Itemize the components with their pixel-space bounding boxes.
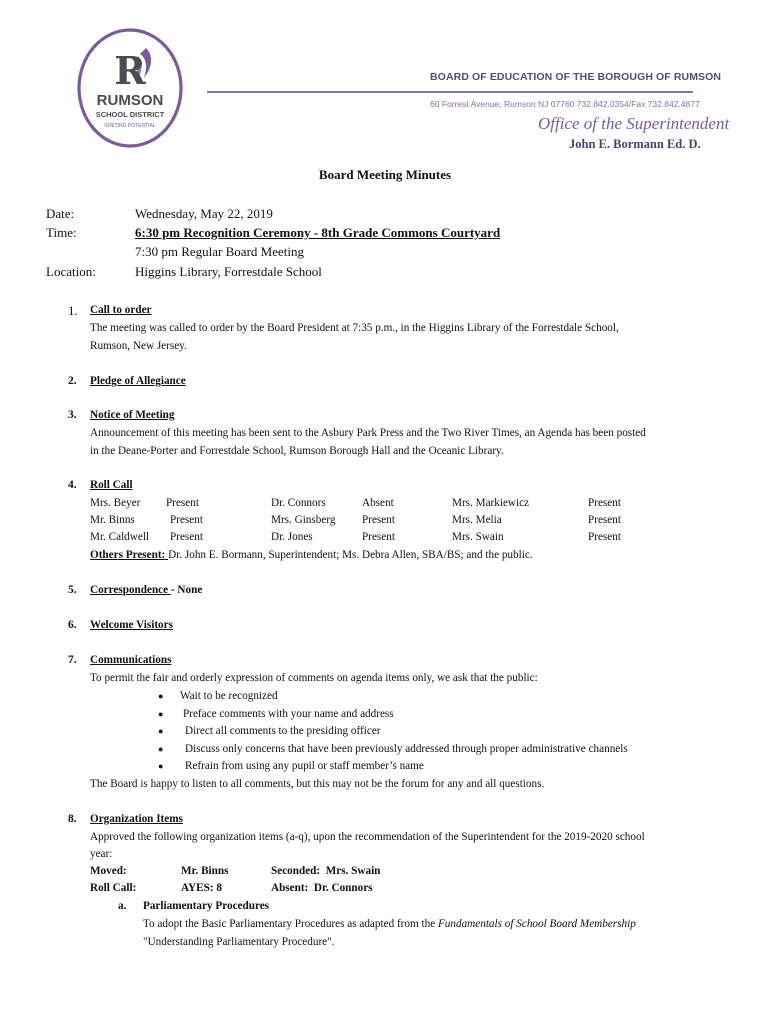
sub-item-letter: a. xyxy=(118,900,127,912)
section-6-heading: Welcome Visitors xyxy=(90,619,173,631)
section-2-number: 2. xyxy=(68,375,77,387)
list-item: Preface comments with your name and address xyxy=(183,708,394,720)
roll-status: Absent xyxy=(362,497,394,509)
sub-item-text-prefix: To adopt the Basic Parliamentary Procedures as adapted from the xyxy=(143,918,438,930)
district-logo xyxy=(76,26,184,150)
roll-name: Dr. Jones xyxy=(271,531,313,543)
header-rule xyxy=(207,91,693,93)
bullet-icon: ● xyxy=(158,726,164,736)
roll-status: Present xyxy=(588,531,621,543)
roll-name: Mrs. Melia xyxy=(452,514,502,526)
others-present-label: Others Present: xyxy=(90,549,169,561)
others-present xyxy=(90,549,533,561)
absent-value: Absent: Dr. Connors xyxy=(271,882,373,894)
moved-value: Mr. Binns xyxy=(181,865,229,877)
section-7-closing: The Board is happy to listen to all comments, but this may not be the forum for any and all questions. xyxy=(90,778,545,790)
list-item: Direct all comments to the presiding officer xyxy=(185,725,381,737)
ayes-value: AYES: 8 xyxy=(181,882,222,894)
section-3-text-line-2: in the Deane-Porter and Forrestdale School, Rumson Borough Hall and the Oceanic Library. xyxy=(90,445,504,457)
rollcall-label: Roll Call: xyxy=(90,882,137,894)
section-3-number: 3. xyxy=(68,409,77,421)
roll-status: Present xyxy=(166,497,199,509)
section-5-number: 5. xyxy=(68,584,77,596)
section-2-heading: Pledge of Allegiance xyxy=(90,375,186,387)
section-8-text-line-1: Approved the following organization items (a-q), upon the recommendation of the Superintendent for the 2019-2020 school xyxy=(90,831,645,843)
section-1-text-line-2: Rumson, New Jersey. xyxy=(90,340,187,352)
sub-item-text-line-2: "Understanding Parliamentary Procedure". xyxy=(143,936,335,948)
date-label: Date: xyxy=(46,206,75,221)
roll-name: Mrs. Beyer xyxy=(90,497,141,509)
roll-name: Mrs. Markiewicz xyxy=(452,497,530,509)
location-label: Location: xyxy=(46,264,96,279)
roll-status: Present xyxy=(362,514,395,526)
bullet-icon: ● xyxy=(158,761,164,771)
roll-status: Present xyxy=(170,514,203,526)
time-label: Time: xyxy=(46,225,77,240)
logo-tagline: IGNITING POTENTIAL xyxy=(104,123,156,129)
section-1-number: 1. xyxy=(68,303,78,318)
roll-status: Present xyxy=(362,531,395,543)
section-3-text-line-1: Announcement of this meeting has been sent to the Asbury Park Press and the Two River Times, an Agenda has been posted xyxy=(90,427,646,439)
section-8-text-line-2: year: xyxy=(90,848,113,860)
roll-name: Mrs. Swain xyxy=(452,531,504,543)
section-5-heading: Correspondence xyxy=(90,584,171,596)
bullet-icon: ● xyxy=(158,744,164,754)
sub-item-text-line-1 xyxy=(143,918,636,930)
logo-letter: R xyxy=(114,48,146,93)
roll-status: Present xyxy=(588,514,621,526)
section-6-number: 6. xyxy=(68,619,77,631)
section-5-heading-line xyxy=(90,584,202,596)
roll-name: Mr. Binns xyxy=(90,514,135,526)
logo-subtitle: SCHOOL DISTRICT xyxy=(95,110,165,119)
logo-name: RUMSON xyxy=(96,92,164,109)
superintendent-name: John E. Bormann Ed. D. xyxy=(569,137,701,151)
seconded-value: Seconded: Mrs. Swain xyxy=(271,865,381,877)
roll-name: Dr. Connors xyxy=(271,497,326,509)
roll-status: Present xyxy=(170,531,203,543)
office-title: Office of the Superintendent xyxy=(538,114,730,133)
moved-label: Moved: xyxy=(90,865,127,877)
others-present-value: Dr. John E. Bormann, Superintendent; Ms. Debra Allen, SBA/BS; and the public. xyxy=(168,549,533,561)
roll-name: Mr. Caldwell xyxy=(90,531,150,543)
sub-item-heading: Parliamentary Procedures xyxy=(143,900,270,912)
section-4-heading: Roll Call xyxy=(90,479,133,491)
section-7-heading: Communications xyxy=(90,654,172,666)
bullet-icon: ● xyxy=(158,691,164,701)
list-item: Discuss only concerns that have been previously addressed through proper administrative channels xyxy=(185,743,628,755)
section-4-number: 4. xyxy=(68,479,77,491)
roll-name: Mrs. Ginsberg xyxy=(271,514,336,526)
section-7-intro: To permit the fair and orderly expression of comments on agenda items only, we ask that the public: xyxy=(90,672,538,684)
section-5-suffix: - None xyxy=(170,584,203,596)
board-address: 60 Forrest Avenue, Rumson NJ 07760 732.842.0354/Fax 732.842.4877 xyxy=(430,99,700,109)
list-item: Refrain from using any pupil or staff member’s name xyxy=(185,760,424,772)
board-title: BOARD OF EDUCATION OF THE BOROUGH OF RUMSON xyxy=(430,71,722,83)
roll-status: Present xyxy=(588,497,621,509)
bullet-icon: ● xyxy=(158,709,164,719)
section-8-number: 8. xyxy=(68,813,77,825)
document-title: Board Meeting Minutes xyxy=(318,167,452,182)
list-item: Wait to be recognized xyxy=(180,690,278,702)
section-1-text-line-1: The meeting was called to order by the Board President at 7:35 p.m., in the Higgins Library of the Forrestdale School, xyxy=(90,322,619,334)
time-value-meeting: 7:30 pm Regular Board Meeting xyxy=(135,244,304,259)
section-7-number: 7. xyxy=(68,654,77,666)
section-1-heading: Call to order xyxy=(90,304,152,316)
section-3-heading: Notice of Meeting xyxy=(90,409,175,421)
time-value-ceremony: 6:30 pm Recognition Ceremony - 8th Grade Commons Courtyard xyxy=(135,225,501,240)
location-value: Higgins Library, Forrestdale School xyxy=(135,264,322,279)
date-value: Wednesday, May 22, 2019 xyxy=(135,206,273,221)
section-8-heading: Organization Items xyxy=(90,813,183,825)
sub-item-text-italic: Fundamentals of School Board Membership xyxy=(437,918,636,930)
